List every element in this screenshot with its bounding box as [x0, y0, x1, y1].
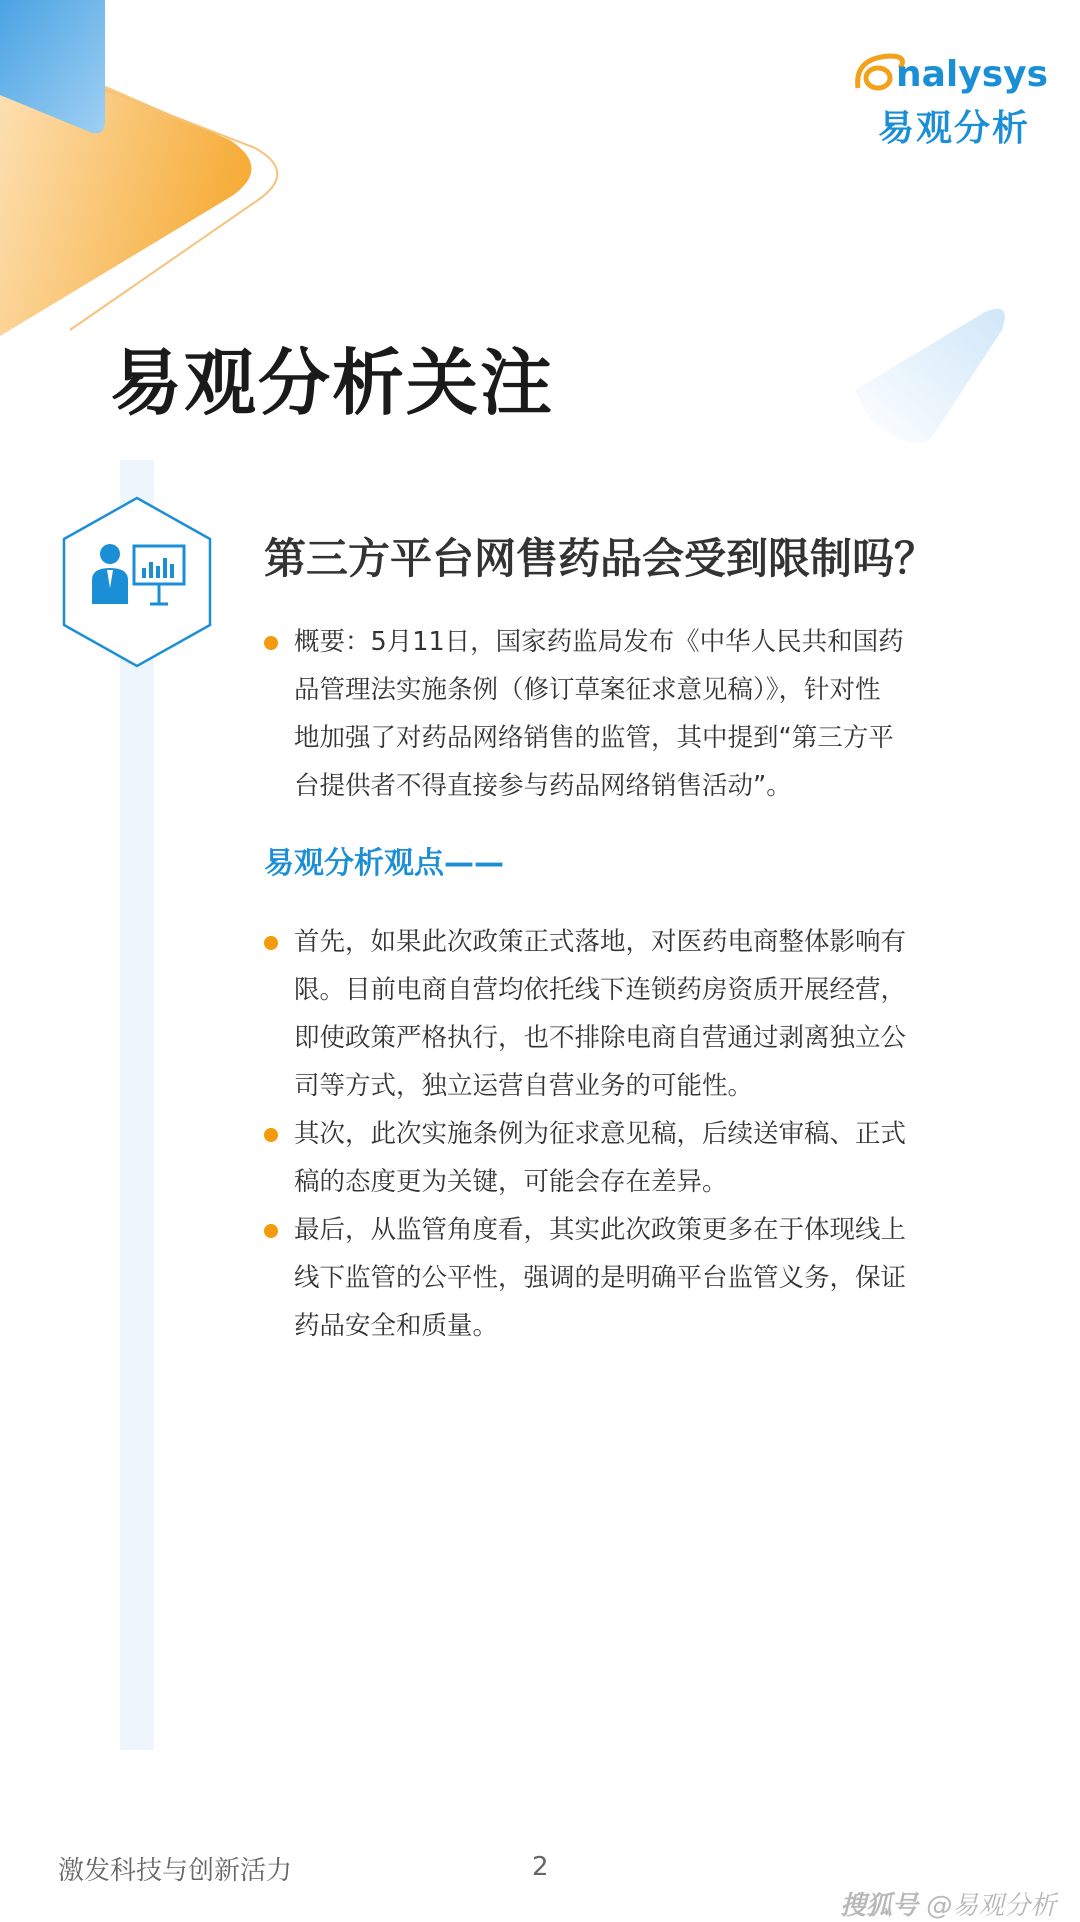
light-blue-shape — [855, 309, 1005, 443]
bullet-dot-icon — [264, 936, 278, 950]
bullet-dot-icon — [264, 1128, 278, 1142]
bullet-dot-icon — [264, 1224, 278, 1238]
viewpoint-line: 限。目前电商自营均依托线下连锁药房资质开展经营， — [294, 975, 907, 1005]
viewpoint-line: 稿的态度更为关键，可能会存在差异。 — [294, 1167, 728, 1197]
logo-wordmark: nalysys — [896, 54, 1049, 95]
summary-line: 概要：5月11日，国家药监局发布《中华人民共和国药 — [294, 627, 904, 657]
watermark-platform: 搜狐号 — [840, 1891, 919, 1921]
viewpoint-line: 即使政策严格执行，也不排除电商自营通过剥离独立公 — [294, 1023, 907, 1053]
viewpoint-heading: 易观分析观点—— — [264, 846, 504, 881]
section-title: 第三方平台网售药品会受到限制吗？ — [264, 534, 937, 583]
viewpoint-item — [264, 1206, 954, 1350]
viewpoint-line: 线下监管的公平性，强调的是明确平台监管义务，保证 — [294, 1263, 907, 1293]
bullet-dot-icon — [264, 636, 278, 650]
viewpoint-line: 其次，此次实施条例为征求意见稿，后续送审稿、正式 — [294, 1119, 907, 1149]
watermark-account: @易观分析 — [926, 1891, 1057, 1921]
viewpoint-list — [264, 918, 954, 1350]
page-number: 2 — [532, 1852, 549, 1882]
viewpoint-item — [264, 1110, 954, 1206]
summary-line: 品管理法实施条例（修订草案征求意见稿）》，针对性 — [294, 675, 881, 705]
summary-block — [264, 618, 954, 810]
logo-chinese-name: 易观分析 — [878, 108, 1031, 149]
presenter-hexagon-icon — [58, 492, 216, 672]
viewpoint-item — [264, 918, 954, 1110]
summary-line: 地加强了对药品网络销售的监管，其中提到“第三方平 — [294, 723, 894, 753]
viewpoint-line: 首先，如果此次政策正式落地，对医药电商整体影响有 — [294, 927, 907, 957]
summary-bullet — [264, 618, 954, 810]
viewpoint-line: 司等方式，独立运营自营业务的可能性。 — [294, 1071, 754, 1101]
viewpoint-line: 最后，从监管角度看，其实此次政策更多在于体现线上 — [294, 1215, 907, 1245]
footer-slogan: 激发科技与创新活力 — [58, 1856, 293, 1886]
watermark — [840, 1885, 1056, 1922]
viewpoint-line: 药品安全和质量。 — [294, 1311, 499, 1341]
page-title: 易观分析关注 — [110, 341, 555, 425]
summary-line: 台提供者不得直接参与药品网络销售活动”。 — [294, 771, 792, 801]
